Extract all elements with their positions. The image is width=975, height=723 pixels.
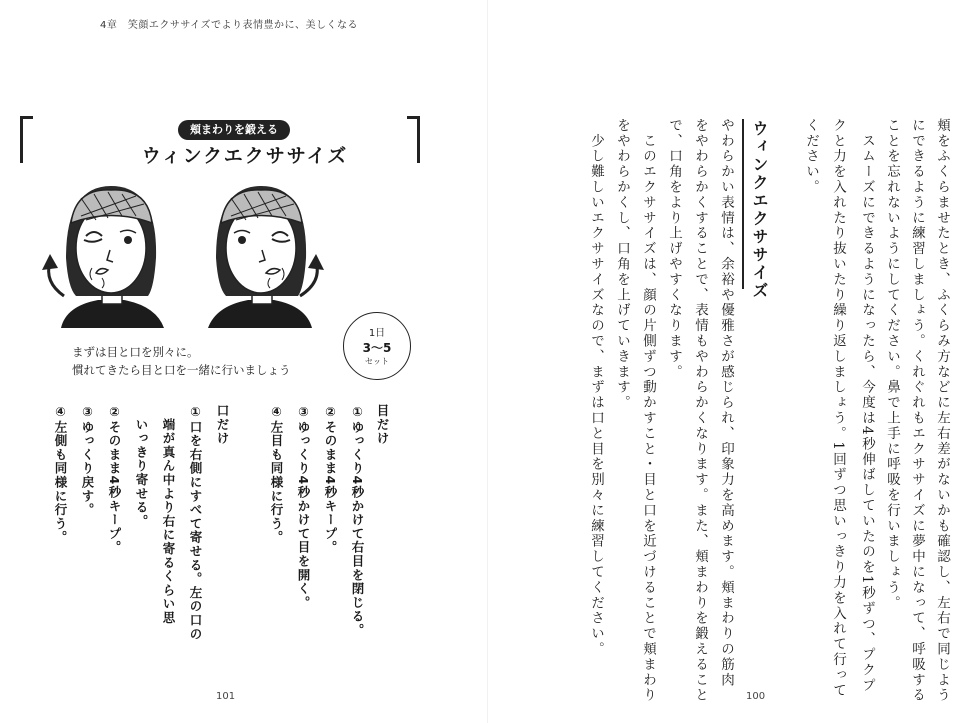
step-line: ①ゆっくり4秒かけて右目を閉じる。	[350, 404, 365, 638]
illustration-caption	[72, 343, 291, 379]
body-line: をやわらかくすることで、表情もやわらかくなります。また、頬まわりを鍛えること	[692, 118, 708, 704]
exercise-title: ウィンクエクササイズ	[141, 145, 349, 167]
step-line: ①口を右側にすべて寄せる。左の口の	[188, 404, 203, 642]
caption-line: 慣れてきたら目と口を一緒に行いましょう	[72, 363, 291, 377]
body-line: で、口角をより上げやすくなります。	[666, 118, 682, 380]
step-line: ③ゆっくり4秒かけて目を開く。	[296, 404, 311, 610]
running-head: 4章 笑顔エクササイズでより表情豊かに、美しくなる	[100, 20, 359, 31]
step-line: ③ゆっくり戻す。	[80, 404, 95, 517]
face-illustration-right-wink	[196, 178, 346, 338]
badge-sets-unit: セット	[365, 357, 389, 366]
step-line: ②そのまま4秒キープ。	[323, 404, 338, 555]
face-illustration-left-wink	[36, 178, 186, 338]
title-pill: 頬まわりを鍛える	[178, 120, 290, 140]
body-line: をやわらかくし、口角を上げていきます。	[614, 118, 630, 411]
badge-day: 1日	[368, 328, 386, 339]
intro-line: ください。	[803, 118, 819, 195]
sets-per-day-badge	[343, 312, 411, 380]
step-line: ④左目も同様に行う。	[269, 404, 284, 545]
heading-rule	[742, 119, 744, 289]
intro-line: 頬をふくらませたとき、ふくらみ方などに左右差がないかも確認し、左右で同じよう	[934, 118, 950, 704]
step-heading-mouth: 口だけ	[215, 404, 230, 446]
bracket-left	[20, 116, 33, 163]
step-line: ②そのまま4秒キープ。	[107, 404, 122, 555]
step-line: 端が真ん中より右に寄るくらい思	[161, 404, 176, 625]
left-page	[0, 0, 487, 723]
page-number-left: 101	[216, 691, 236, 702]
intro-line: スムーズにできるようになったら、今度は4秒伸ばしていたのを1秒ずつ、プクプ	[859, 118, 875, 694]
intro-line: クと力を入れたり抜いたり繰り返しましょう。1回ずつ思いっきり力を入れて行って	[830, 118, 846, 699]
exercise-title-box	[20, 116, 420, 167]
section-heading: ウィンクエクササイズ	[750, 120, 769, 300]
step-line: ④左側も同様に行う。	[53, 404, 68, 545]
gutter	[487, 0, 488, 723]
step-heading-eye: 目だけ	[375, 404, 390, 446]
intro-line: にできるように練習しましょう。くれぐれもエクササイズに夢中になって、呼吸する	[909, 118, 925, 704]
page-number-right: 100	[746, 691, 766, 702]
badge-sets-count: 3〜5	[362, 341, 392, 355]
body-line: やわらかい表情は、余裕や優雅さが感じられ、印象力を高めます。頬まわりの筋肉	[718, 118, 734, 688]
caption-line: まずは目と口を別々に。	[72, 345, 199, 359]
body-line: 少し難しいエクササイズなので、まずは口と目を別々に練習してください。	[588, 118, 604, 657]
body-line: このエクササイズは、顔の片側ずつ動かすこと・目と口を近づけることで頬まわり	[640, 118, 656, 704]
intro-line: ことを忘れないようにしてください。鼻で上手に呼吸を行いましょう。	[884, 118, 900, 611]
step-line: いっきり寄せる。	[134, 404, 149, 529]
bracket-right	[407, 116, 420, 163]
